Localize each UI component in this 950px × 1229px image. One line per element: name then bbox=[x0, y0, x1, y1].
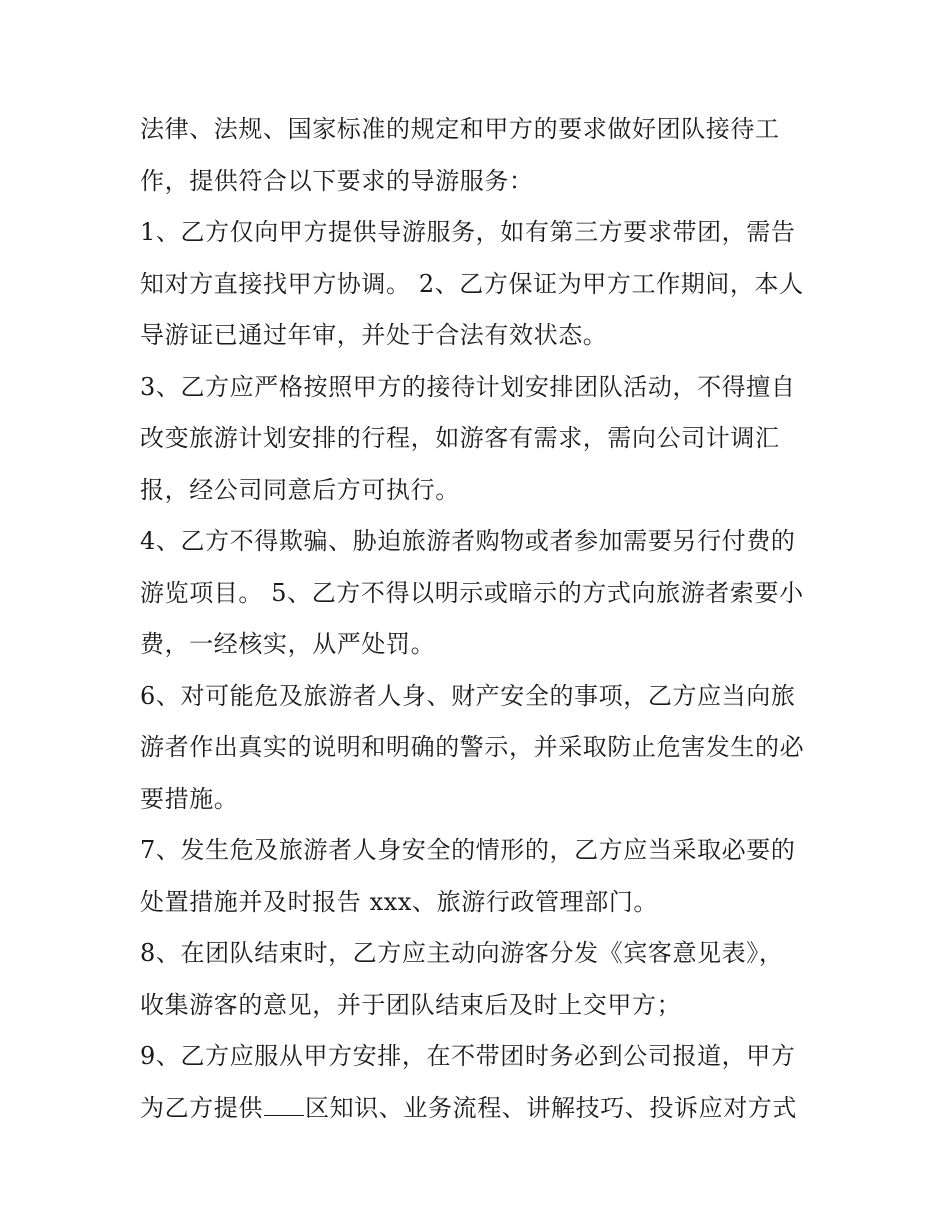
document-body bbox=[140, 104, 820, 1134]
text-line: 6、对可能危及旅游者人身、财产安全的事项，乙方应当向旅 bbox=[140, 681, 796, 710]
text-line-last bbox=[140, 1083, 820, 1135]
text-line: 游者作出真实的说明和明确的警示，并采取防止危害发生的必 bbox=[140, 733, 805, 761]
text-line: 游览项目。 5、乙方不得以明示或暗示的方式向旅游者索要小 bbox=[140, 578, 804, 607]
text-line: 1、乙方仅向甲方提供导游服务，如有第三方要求带团，需告 bbox=[140, 218, 796, 246]
text-line: 3、乙方应严格按照甲方的接待计划安排团队活动，不得擅自 bbox=[140, 372, 796, 401]
text-line: 导游证已通过年审，并处于合法有效状态。 bbox=[140, 321, 608, 349]
text-line: 处置措施并及时报告 xxx、旅游行政管理部门。 bbox=[140, 887, 659, 916]
text-line: 要措施。 bbox=[140, 784, 239, 813]
text-line: 收集游客的意见，并于团队结束后及时上交甲方； bbox=[140, 990, 682, 1019]
text-line: 7、发生危及旅游者人身安全的情形的，乙方应当采取必要的 bbox=[140, 836, 796, 864]
text-line: 改变旅游计划安排的行程，如游客有需求，需向公司计调汇 bbox=[140, 424, 780, 452]
text-line: 知对方直接找甲方协调。 2、乙方保证为甲方工作期间，本人 bbox=[140, 269, 804, 298]
text-line: 法律、法规、国家标准的规定和甲方的要求做好团队接待工 bbox=[140, 115, 780, 143]
text-before-blank: 为乙方提供 bbox=[140, 1093, 263, 1122]
text-line: 9、乙方应服从甲方安排，在不带团时务必到公司报道，甲方 bbox=[140, 1042, 796, 1070]
text-after-blank: 区知识、业务流程、讲解技巧、投诉应对方式 bbox=[305, 1093, 797, 1122]
text-line: 报，经公司同意后方可执行。 bbox=[140, 475, 460, 504]
text-line: 作，提供符合以下要求的导游服务： bbox=[140, 166, 534, 195]
text-line: 8、在团队结束时，乙方应主动向游客分发《宾客意见表》， bbox=[140, 939, 784, 967]
text-line: 费，一经核实，从严处罚。 bbox=[140, 630, 436, 658]
fill-in-blank bbox=[264, 1095, 304, 1116]
text-line: 4、乙方不得欺骗、胁迫旅游者购物或者参加需要另行付费的 bbox=[140, 527, 796, 555]
